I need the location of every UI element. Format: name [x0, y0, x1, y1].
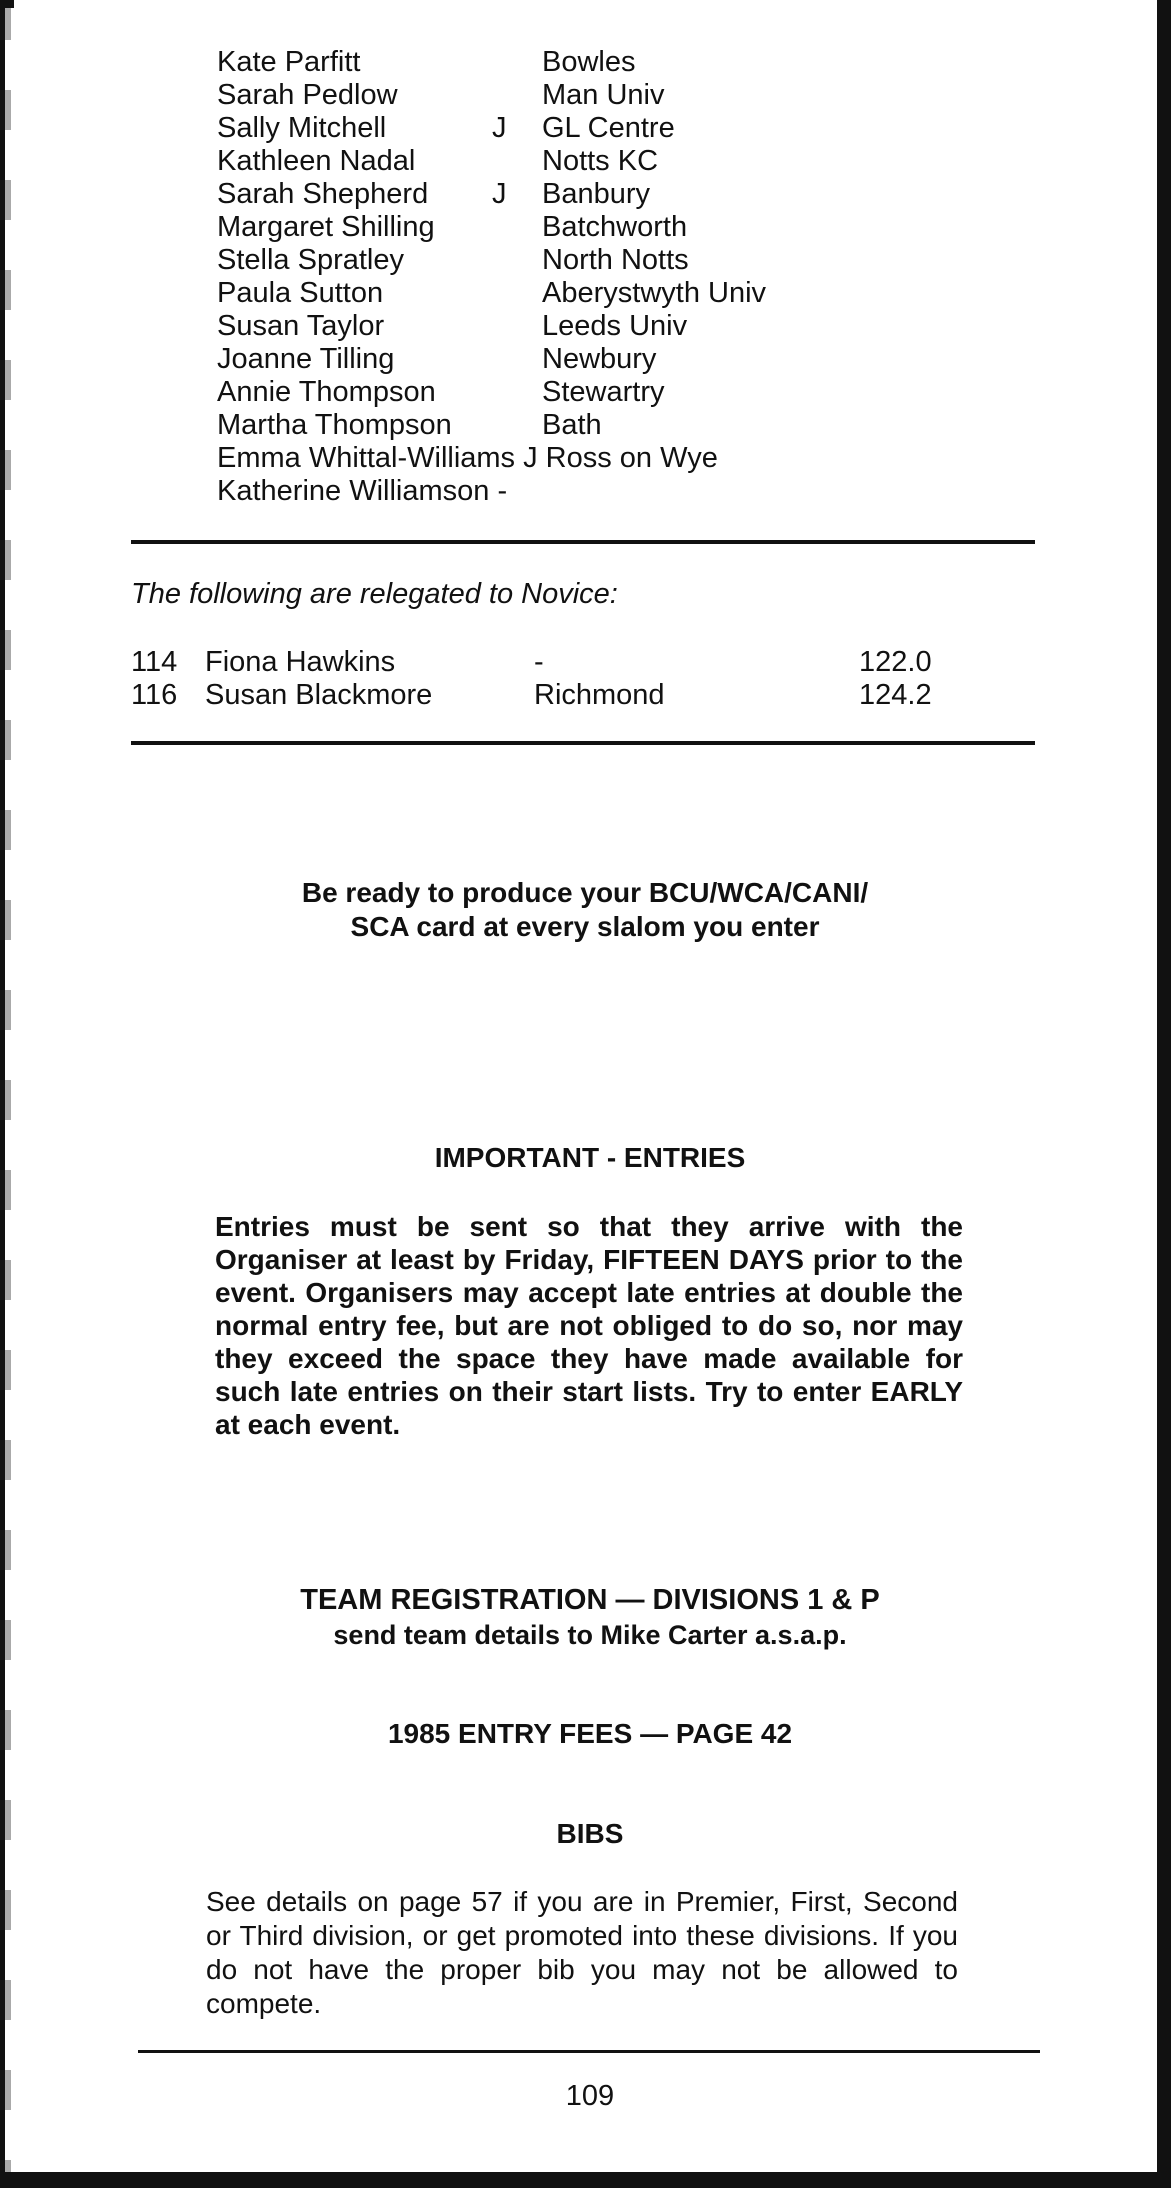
- member-name: Joanne Tilling: [217, 343, 395, 375]
- member-name: Kathleen Nadal: [217, 145, 416, 177]
- relegated-heading: The following are relegated to Novice:: [131, 578, 618, 610]
- table-row: [131, 646, 951, 680]
- member-club: Bath: [542, 409, 602, 441]
- competitor-number: 116: [131, 679, 178, 711]
- notice-line: SCA card at every slalom you enter: [350, 911, 820, 942]
- member-name: Sarah Shepherd: [217, 178, 429, 210]
- section-divider: [131, 741, 1035, 745]
- member-name: Paula Sutton: [217, 277, 384, 309]
- member-name: Margaret Shilling: [217, 211, 435, 243]
- member-name: Emma Whittal-Williams J Ross on Wye: [217, 442, 718, 474]
- footer-divider: [138, 2050, 1040, 2053]
- notice-line: Be ready to produce your BCU/WCA/CANI/: [301, 877, 869, 908]
- member-club: GL Centre: [542, 112, 675, 144]
- competitor-club: Richmond: [534, 679, 665, 711]
- member-name: Katherine Williamson -: [217, 475, 508, 507]
- team-registration-heading: TEAM REGISTRATION — DIVISIONS 1 & P: [300, 1584, 880, 1616]
- member-name: Sarah Pedlow: [217, 79, 398, 111]
- member-club: Banbury: [542, 178, 651, 210]
- competitor-score: 122.0: [859, 646, 932, 678]
- scan-edge-right: [1157, 0, 1171, 2188]
- member-club: Leeds Univ: [542, 310, 688, 342]
- member-club: Man Univ: [542, 79, 665, 111]
- entry-fees-heading: 1985 ENTRY FEES — PAGE 42: [387, 1718, 793, 1749]
- page-number: 109: [565, 2080, 615, 2112]
- section-divider: [131, 540, 1035, 544]
- junior-flag: J: [492, 112, 507, 144]
- competitor-club: -: [534, 646, 544, 678]
- card-notice: [200, 876, 970, 944]
- junior-flag: J: [492, 178, 507, 210]
- scan-edge-left: [0, 0, 5, 2188]
- member-name: Kate Parfitt: [217, 46, 361, 78]
- member-club: Aberystwyth Univ: [542, 277, 767, 309]
- competitor-name: Susan Blackmore: [205, 679, 433, 711]
- member-club: Batchworth: [542, 211, 688, 243]
- bibs-paragraph: See details on page 57 if you are in Premier, First, Second or Third division, or get promoted into these divisions. If you do not have the proper bib you may not be allowed to compete.: [206, 1886, 958, 2019]
- member-club: Notts KC: [542, 145, 659, 177]
- scan-edge-bottom: [0, 2172, 1171, 2188]
- member-name: Susan Taylor: [217, 310, 385, 342]
- member-club: North Notts: [542, 244, 689, 276]
- member-name: Sally Mitchell: [217, 112, 387, 144]
- bibs-heading: BIBS: [556, 1818, 624, 1849]
- member-name: Stella Spratley: [217, 244, 404, 276]
- member-club: Stewartry: [542, 376, 665, 408]
- member-name: Annie Thompson: [217, 376, 436, 408]
- member-club: Bowles: [542, 46, 636, 78]
- competitor-number: 114: [131, 646, 178, 678]
- entries-heading: IMPORTANT - ENTRIES: [434, 1142, 746, 1173]
- entries-paragraph: Entries must be sent so that they arrive with the Organiser at least by Friday, FIFTEEN DAYS prior to the event. Organisers may accept late entries at double the normal entry fee, but are not obliged to do so, nor may they exceed the space they have made available for such late entries on their start lists. Try to enter EARLY at each event.: [215, 1211, 963, 1440]
- team-registration-note: send team details to Mike Carter a.s.a.p.: [333, 1620, 847, 1650]
- scan-edge-corner: [0, 0, 14, 8]
- member-name: Martha Thompson: [217, 409, 452, 441]
- competitor-score: 124.2: [859, 679, 932, 711]
- member-club: Newbury: [542, 343, 657, 375]
- competitor-name: Fiona Hawkins: [205, 646, 396, 678]
- table-row: [131, 679, 951, 713]
